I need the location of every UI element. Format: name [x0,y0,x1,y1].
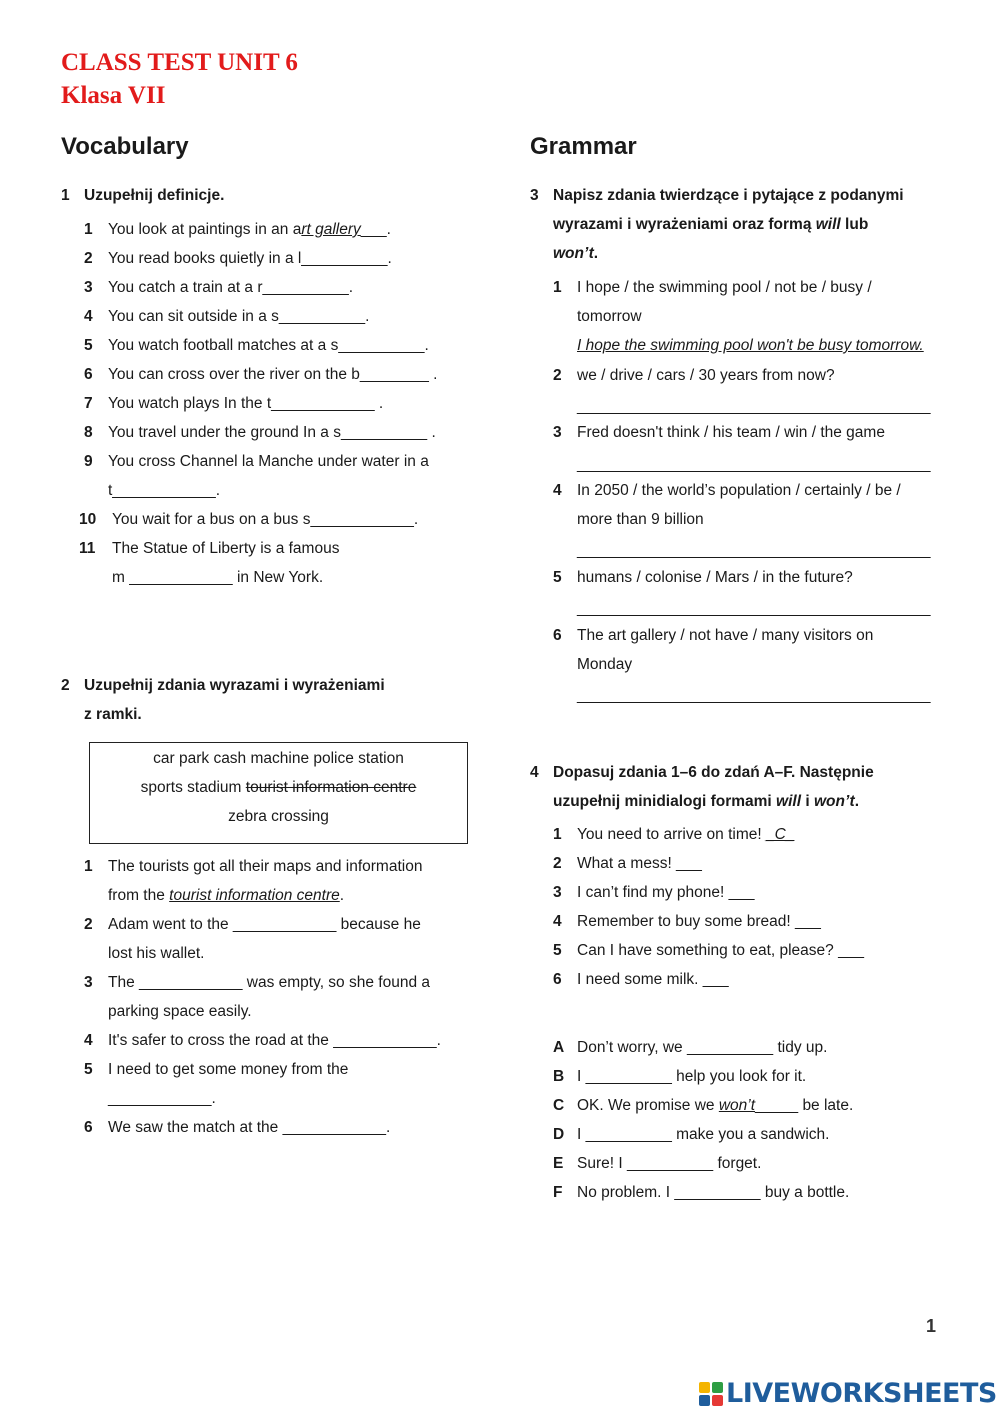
ex3-item-6-continued: Monday [577,656,633,673]
ex3-item-number: 6 [553,627,562,644]
ex4-item-6: I need some milk. ___ [577,971,729,988]
ex4-answer-e: Sure! I __________ forget. [577,1155,762,1172]
ex4-item-1: You need to arrive on time! _C_ [577,826,795,843]
ex2-item-number: 1 [84,858,93,875]
grammar-heading: Grammar [530,133,637,160]
ex1-item-4: You can sit outside in a s__________. [108,308,370,325]
ex4-item-number: 2 [553,855,562,872]
ex1-item-1: You look at paintings in an art gallery___. [108,221,391,238]
ex4-item-2: What a mess! ___ [577,855,702,872]
ex1-item-number: 8 [84,424,93,441]
ex4-item-number: 1 [553,826,562,843]
answer-line[interactable]: _________________________________________ [577,456,931,473]
ex1-item-11: The Statue of Liberty is a famous [112,540,340,557]
ex4-item-number: 6 [553,971,562,988]
ex1-item-10: You wait for a bus on a bus s____________. [112,511,419,528]
ex3-item-1: I hope / the swimming pool / not be / busy / [577,279,872,296]
ex2-example-answer: tourist information centre [169,887,340,904]
exercise-4-number: 4 [530,764,539,781]
ex1-item-number: 7 [84,395,93,412]
ex1-item-6: You can cross over the river on the b________ . [108,366,438,383]
exercise-3-instruction-line-2: wyrazami i wyrażeniami oraz formą will lub [553,216,869,233]
ex3-item-4: In 2050 / the world’s population / certainly / be / [577,482,901,499]
ex1-item-3: You catch a train at a r__________. [108,279,354,296]
exercise-2-instruction-continued: z ramki. [84,706,142,723]
ex4-item-number: 4 [553,913,562,930]
exercise-3-number: 3 [530,187,539,204]
vocabulary-heading: Vocabulary [61,133,189,160]
ex2-item-4: It's safer to cross the road at the ____________. [108,1032,441,1049]
liveworksheets-wordmark: LIVEWORKSHEETS [726,1378,997,1409]
exercise-4-instruction: Dopasuj zdania 1–6 do zdań A–F. Następnie [553,764,874,781]
exercise-3-instruction-line-3: won’t. [553,245,599,262]
ex2-item-3: The ____________ was empty, so she found a [108,974,430,991]
ex2-item-2: Adam went to the ____________ because he [108,916,421,933]
ex3-item-6: The art gallery / not have / many visitors on [577,627,874,644]
test-subtitle: Klasa VII [61,82,166,109]
ex2-item-1-continued: from the tourist information centre. [108,887,345,904]
ex4-item-5: Can I have something to eat, please? ___ [577,942,864,959]
exercise-2-number: 2 [61,677,70,694]
ex3-item-3: Fred doesn't think / his team / win / the game [577,424,885,441]
liveworksheets-logo-icon [699,1382,723,1406]
ex1-item-number: 1 [84,221,93,238]
ex2-item-6: We saw the match at the ____________. [108,1119,391,1136]
ex4-item-number: 5 [553,942,562,959]
exercise-1-instruction: Uzupełnij definicje. [84,187,225,204]
ex4-answer-letter: C [553,1097,565,1114]
ex3-item-4-continued: more than 9 billion [577,511,704,528]
ex1-item-number: 3 [84,279,93,296]
exercise-1-number: 1 [61,187,70,204]
ex4-answer-letter: F [553,1184,563,1201]
ex1-example-answer: rt gallery [301,221,361,238]
word-box-line-2: sports stadium tourist information centre [140,779,417,796]
answer-line[interactable]: _________________________________________ [577,398,931,415]
ex3-item-number: 5 [553,569,562,586]
ex1-item-number: 11 [79,540,96,557]
ex4-answer-c: OK. We promise we won’t_____ be late. [577,1097,854,1114]
ex4-answer-letter: E [553,1155,564,1172]
ex4-example-fill: won’t [718,1097,756,1114]
word-box-line-3: zebra crossing [228,808,329,825]
ex3-item-number: 3 [553,424,562,441]
answer-line[interactable]: _________________________________________ [577,542,931,559]
ex4-answer-letter: B [553,1068,565,1085]
ex4-answer-f: No problem. I __________ buy a bottle. [577,1184,850,1201]
ex1-item-5: You watch football matches at a s__________. [108,337,429,354]
liveworksheets-logo[interactable] [699,1378,997,1410]
answer-line[interactable]: _________________________________________ [577,600,931,617]
ex1-item-number: 2 [84,250,93,267]
ex4-answer-d: I __________ make you a sandwich. [577,1126,830,1143]
ex1-item-number: 6 [84,366,93,383]
used-word: tourist information centre [245,779,417,796]
ex4-item-3: I can’t find my phone! ___ [577,884,755,901]
answer-line[interactable]: _________________________________________ [577,687,931,704]
ex4-answer-b: I __________ help you look for it. [577,1068,807,1085]
ex3-item-number: 4 [553,482,562,499]
ex2-item-number: 2 [84,916,93,933]
ex3-item-2: we / drive / cars / 30 years from now? [577,367,835,384]
ex3-item-1-continued: tomorrow [577,308,642,325]
ex1-item-number: 10 [79,511,97,528]
exercise-2-instruction: Uzupełnij zdania wyrazami i wyrażeniami [84,677,385,694]
ex3-item-5: humans / colonise / Mars / in the future? [577,569,853,586]
ex4-answer-letter: A [553,1039,565,1056]
exercise-3-instruction: Napisz zdania twierdzące i pytające z podanymi [553,187,904,204]
ex1-item-2: You read books quietly in a l__________. [108,250,392,267]
ex4-example-answer: _C_ [766,826,795,843]
ex1-item-11-continued: m ____________ in New York. [112,569,324,586]
ex2-item-number: 4 [84,1032,93,1049]
ex1-item-7: You watch plays In the t____________ . [108,395,384,412]
ex4-item-4: Remember to buy some bread! ___ [577,913,821,930]
word-box-line-1: car park cash machine police station [153,750,404,767]
ex2-item-5: I need to get some money from the [108,1061,349,1078]
ex2-item-5-continued: ____________. [108,1090,216,1107]
ex1-item-number: 4 [84,308,93,325]
ex2-item-1: The tourists got all their maps and information [108,858,423,875]
ex1-item-8: You travel under the ground In a s__________ . [108,424,436,441]
ex1-item-number: 5 [84,337,93,354]
ex4-answer-letter: D [553,1126,565,1143]
page-number: 1 [926,1316,937,1336]
exercise-4-instruction-line-2: uzupełnij minidialogi formami will i won’t. [553,793,860,810]
ex2-item-3-continued: parking space easily. [108,1003,252,1020]
ex2-item-number: 6 [84,1119,93,1136]
ex1-item-number: 9 [84,453,93,470]
ex1-item-9: You cross Channel la Manche under water in a [108,453,429,470]
test-title: CLASS TEST UNIT 6 [61,49,298,76]
ex4-item-number: 3 [553,884,562,901]
ex3-item-number: 2 [553,367,562,384]
ex2-item-number: 5 [84,1061,93,1078]
ex4-answer-a: Don’t worry, we __________ tidy up. [577,1039,828,1056]
ex3-example-answer: I hope the swimming pool won't be busy tomorrow. [577,337,924,354]
ex2-item-2-continued: lost his wallet. [108,945,205,962]
ex1-item-9-continued: t____________. [108,482,221,499]
ex3-item-number: 1 [553,279,562,296]
ex2-item-number: 3 [84,974,93,991]
